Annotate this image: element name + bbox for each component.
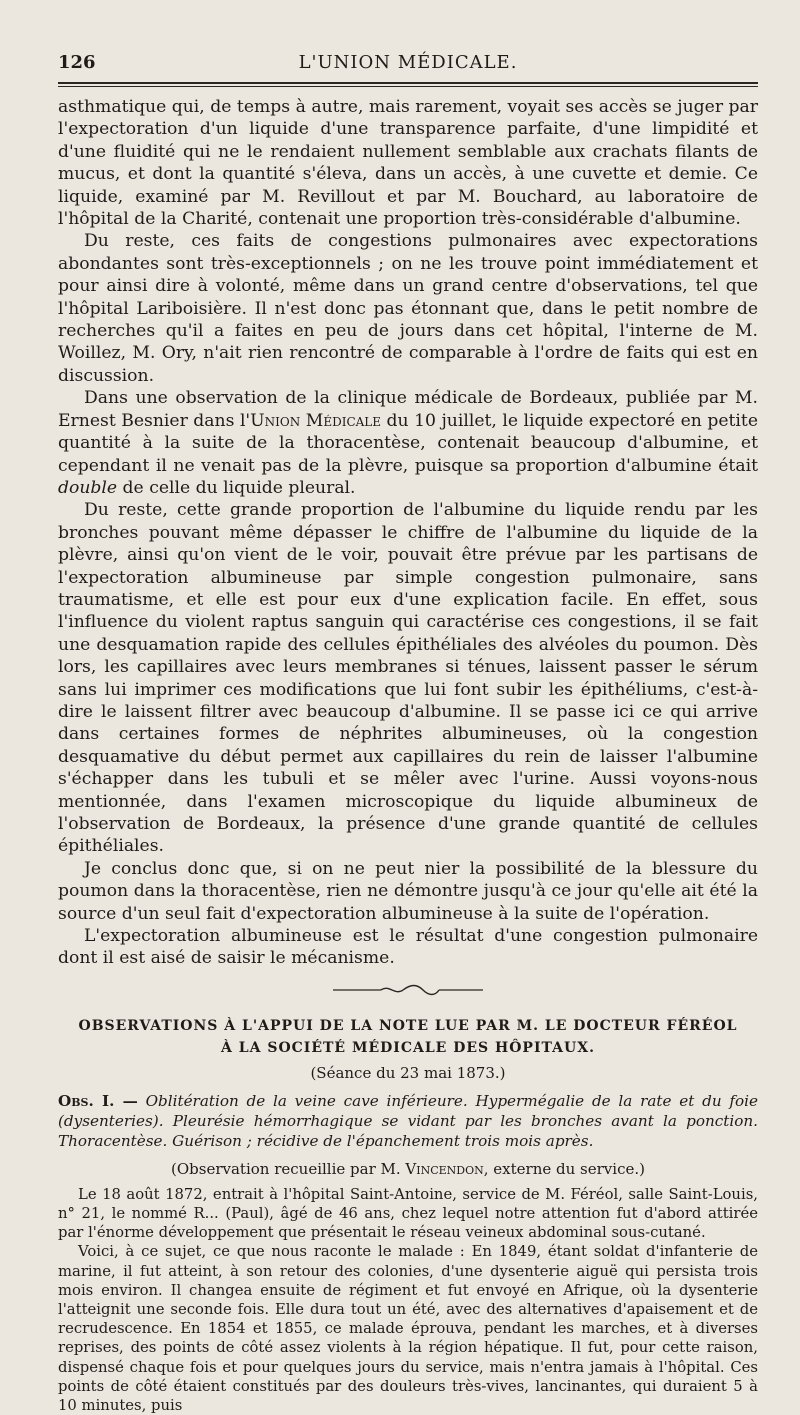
source-text: (Observation recueillie par M.	[171, 1159, 406, 1178]
observation-header	[58, 1091, 758, 1151]
body-text	[58, 96, 758, 970]
paragraph-text: de celle du liquide pleural.	[117, 477, 356, 498]
paragraph-text: du 10 juillet, le liquide expectoré en petite quantité à la suite de la thoracentèse, contenait beaucoup d'albumine, et cependant il ne venait pas de la plèvre, puisque sa proportion d'albumine était	[58, 410, 758, 476]
section-divider	[58, 982, 758, 1001]
observation-title: Oblitération de la veine cave inférieure. Hypermégalie de la rate et du foie (dysenteries). Pleurésie hémorrhagique se vidant par les bronches avant la ponction. Thoracentèse. Guérison ; récidive de l'épanchement trois mois après.	[58, 1091, 759, 1150]
paragraph: Du reste, cette grande proportion de l'albumine du liquide rendu par les bronches pouvant même dépasser le chiffre de l'albumine du liquide de la plèvre, ainsi qu'on vient de le voir, pouvait être prévue par les partisans de l'expectoration albumineuse par simple congestion pulmonaire, sans traumatisme, et elle est pour eux d'une explication facile. En effet, sous l'influence du violent raptus sanguin qui caractérise ces congestions, il se fait une desquamation rapide des cellules épithéliales des alvéoles du poumon. Dès lors, les capillaires avec leurs membranes si ténues, laissent passer le sérum sans lui imprimer ces modifications que lui font subir les épithéliums, c'est-à-dire le laissent filtrer avec beaucoup d'albumine. Il se passe ici ce qui arrive dans certaines formes de néphrites albumineuses, où la congestion desquamative du début permet aux capillaires du rein de laisser l'albumine s'échapper dans les tubuli et se mêler avec l'urine. Aussi voyons-nous mentionnée, dans l'examen microscopique du liquide albumineux de l'observation de Bordeaux, la présence d'une grande quantité de cellules épithéliales.	[58, 500, 758, 857]
emphasis-text: double	[58, 477, 118, 498]
section-date: (Séance du 23 mai 1873.)	[310, 1063, 506, 1082]
paragraph: Le 18 août 1872, entrait à l'hôpital Saint-Antoine, service de M. Féréol, salle Saint-Louis, n° 21, le nommé R... (Paul), âgé de 46 ans, chez lequel notre attention fut d'abord attirée par l'énorme développement que présentait le réseau veineux abdominal sous-cutané.	[58, 1185, 758, 1242]
paragraph: L'expectoration albumineuse est le résultat d'une congestion pulmonaire dont il est aisé de saisir le mécanisme.	[58, 926, 758, 969]
observation-label: Obs. I. —	[58, 1091, 138, 1110]
paragraph: Je conclus donc que, si on ne peut nier la possibilité de la blessure du poumon dans la thoracentèse, rien ne démontre jusqu'à ce jour qu'elle ait été la source d'un seul fait d'expectoration albumineuse à la suite de l'opération.	[58, 858, 758, 924]
journal-title: L'UNION MÉDICALE.	[298, 52, 518, 73]
page-number: 126	[58, 52, 96, 73]
paragraph-text: Dans une observation de la clinique médicale de Bordeaux, publiée par M. Ernest Besnier dans l'	[58, 388, 758, 431]
journal-reference: Union Médicale	[250, 410, 382, 431]
section-heading: À LA SOCIÉTÉ MÉDICALE DES HÔPITAUX.	[221, 1039, 595, 1056]
ornament-icon	[333, 983, 483, 997]
paragraph	[58, 387, 758, 499]
paragraph: asthmatique qui, de temps à autre, mais rarement, voyait ses accès se juger par l'expectoration d'un liquide d'une transparence parfaite, d'une limpidité et d'une fluidité qui ne le rendaient nullement semblable aux crachats filants de mucus, et dont la quantité s'éleva, dans un accès, à une cuvette et demie. Ce liquide, examiné par M. Revillout et par M. Bouchard, au laboratoire de l'hôpital de la Charité, contenait une proportion très-considérable d'albumine.	[58, 97, 758, 230]
section-heading: OBSERVATIONS À L'APPUI DE LA NOTE LUE PAR M. LE DOCTEUR FÉRÉOL	[78, 1017, 738, 1034]
source-text: , externe du service.)	[483, 1159, 645, 1178]
running-head	[58, 52, 758, 84]
paragraph: Voici, à ce sujet, ce que nous raconte le malade : En 1849, étant soldat d'infanterie de marine, il fut atteint, à son retour des colonies, d'une dysenterie aiguë qui persista trois mois environ. Il changea ensuite de régiment et fut envoyé en Afrique, où la dysenterie l'atteignit une seconde fois. Elle dura tout un été, avec des alternatives d'apaisement et de recrudescence. En 1854 et 1855, ce malade éprouva, pendant les marches, et à diverses reprises, des points de côté assez violents à la région hépatique. Il fut, pour cette raison, dispensé chaque fois et pour quelques jours du service, mais n'entra jamais à l'hôpital. Ces points de côté étaient constitués par des douleurs très-vives, lancinantes, qui duraient 5 à 10 minutes, puis	[58, 1243, 758, 1415]
source-name: Vincendon	[405, 1159, 484, 1178]
observation-source	[58, 1159, 758, 1179]
paragraph: Du reste, ces faits de congestions pulmonaires avec expectorations abondantes sont très-exceptionnels ; on ne les trouve point immédiatement et pour ainsi dire à volonté, même dans un grand centre d'observations, tel que l'hôpital Lariboisière. Il n'est donc pas étonnant que, dans le petit nombre de recherches qu'il a faites en peu de jours dans cet hôpital, l'interne de M. Woillez, M. Ory, n'ait rien rencontré de comparable à l'ordre de faits qui est en discussion.	[58, 231, 758, 386]
